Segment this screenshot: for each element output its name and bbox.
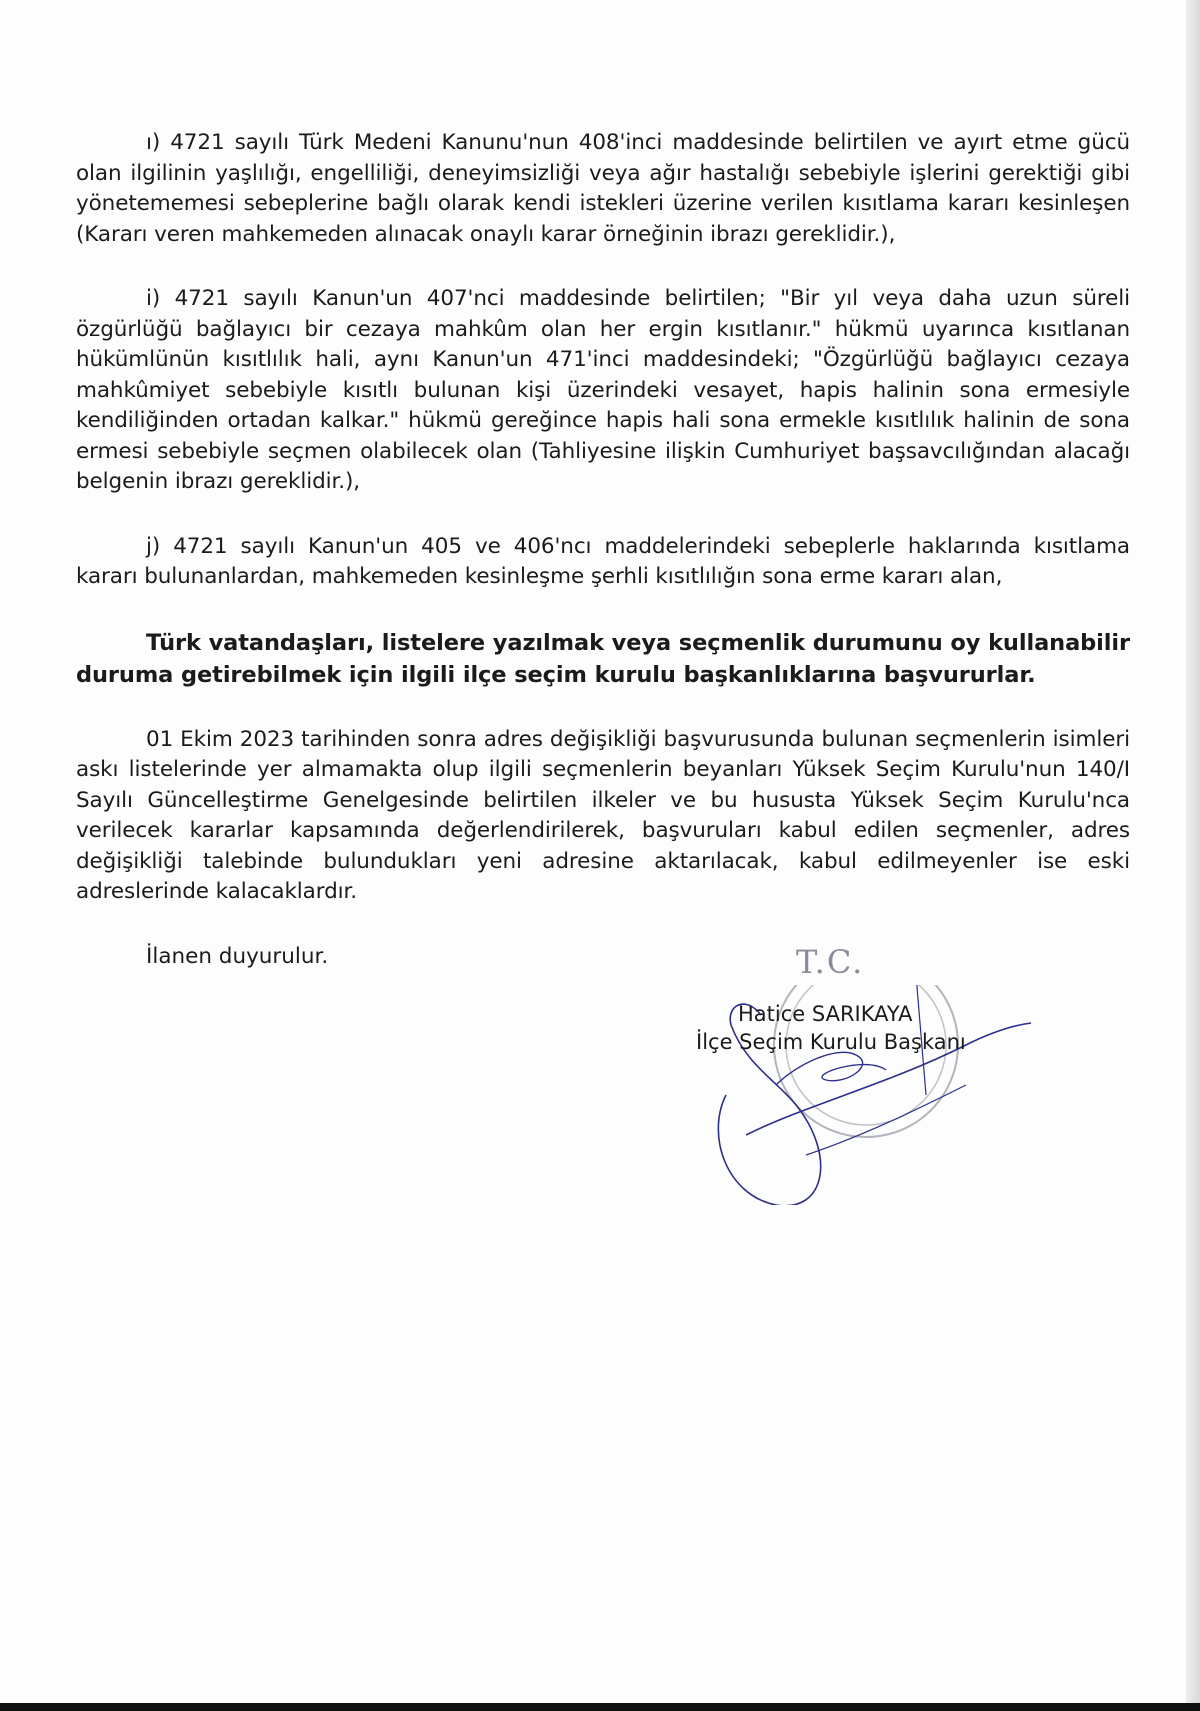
- bold-notice-paragraph: Türk vatandaşları, listelere yazılmak veya seçmenlik durumunu oy kullanabilir duruma getirebilmek için ilgili ilçe seçim kurulu başkanlıklarına başvururlar.: [76, 629, 1130, 688]
- paragraph-item-j: j) 4721 sayılı Kanun'un 405 ve 406'ncı maddelerindeki sebeplerle haklarında kısıtlama kararı bulunanlardan, mahkemeden kesinleşme şerhli kısıtlılığın sona erme kararı alan,: [76, 533, 1130, 589]
- stamp-emblem-text: T.C.: [796, 943, 865, 981]
- closing-line: İlanen duyurulur.: [146, 943, 329, 969]
- paragraph-item-i: i) 4721 sayılı Kanun'un 407'nci maddesinde belirtilen; "Bir yıl veya daha uzun süreli özgürlüğü bağlayıcı bir cezaya mahkûm olan her ergin kısıtlanır." hükmü uyarınca kısıtlanan hükümlünün kısıtlılık hali, aynı Kanun'un 471'inci maddesindeki; "Özgürlüğü bağlayıcı cezaya mahkûmiyet sebebiyle kısıtlı bulunan kişi üzerindeki vesayet, hapis halinin sona ermesiyle kendiliğinden ortadan kalkar." hükmü gereğince hapis hali sona ermekle kısıtlılık halinin de sona ermesi sebebiyle seçmen olabilecek olan (Tahliyesine ilişkin Cumhuriyet başsavcılığından alacağı belgenin ibrazı gereklidir.),: [76, 286, 1130, 494]
- signatory-title: İlçe Seçim Kurulu Başkanı: [696, 1030, 966, 1054]
- scan-edge-bottom: [0, 1703, 1200, 1711]
- address-change-paragraph: 01 Ekim 2023 tarihinden sonra adres değişikliği başvurusunda bulunan seçmenlerin isimleri askı listelerinde yer almamakta olup ilgili seçmenlerin beyanları Yüksek Seçim Kurulu'nun 140/I Sayılı Güncelleştirme Genelgesinde belirtilen ilkeler ve bu hususta Yüksek Seçim Kurulu'nca verilecek kararlar kapsamında değerlendirilerek, başvuruları kabul edilen seçmenler, adres değişikliği talebinde bulundukları yeni adresine aktarılacak, kabul edilmeyenler ise eski adreslerinde kalacaklardır.: [76, 726, 1130, 904]
- document-body: [76, 128, 1130, 972]
- paragraph-item-i-dotless: ı) 4721 sayılı Türk Medeni Kanunu'nun 408'inci maddesinde belirtilen ve ayırt etme gücü olan ilgilinin yaşlılığı, engelliliği, deneyimsizliği veya ağır hastalığı sebebiyle işlerini gerektiği gibi yönetememesi sebeplerine bağlı olarak kendi istekleri üzerine verilen kısıtlama kararı kesinleşen (Kararı veren mahkemeden alınacak onaylı karar örneğinin ibrazı gereklidir.),: [76, 130, 1130, 247]
- scan-edge-right: [1186, 0, 1200, 1711]
- signature-block: [686, 943, 1066, 1185]
- signatory-name: Hatice SARIKAYA: [738, 1002, 913, 1026]
